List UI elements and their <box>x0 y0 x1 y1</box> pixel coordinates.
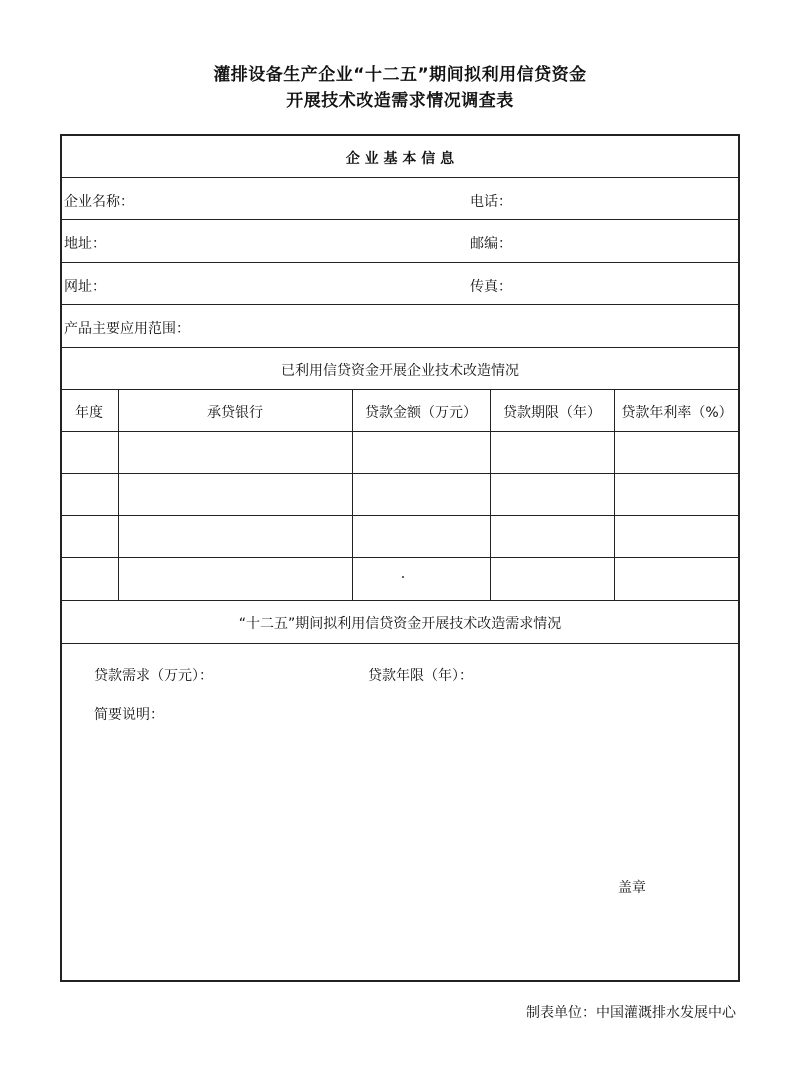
row-divider <box>60 473 740 474</box>
column-header-loan-term: 贷款期限（年） <box>503 405 601 421</box>
seal-label: 盖章 <box>618 880 646 896</box>
row-divider <box>60 262 740 263</box>
row-divider <box>60 600 740 601</box>
fax-label: 传真： <box>470 279 512 295</box>
used-credit-section-title: 已利用信贷资金开展企业技术改造情况 <box>281 363 519 379</box>
phone-label: 电话： <box>470 194 512 210</box>
row-divider <box>60 515 740 516</box>
basic-info-section-title: 企 业 基 本 信 息 <box>345 151 455 167</box>
address-label: 地址： <box>64 236 106 252</box>
document-title-line1: 灌排设备生产企业“十二五”期间拟利用信贷资金 <box>213 65 587 85</box>
row-divider <box>60 431 740 432</box>
column-header-bank: 承贷银行 <box>207 405 263 421</box>
website-label: 网址： <box>64 279 106 295</box>
description-label: 简要说明： <box>94 707 164 723</box>
scan-speck <box>402 576 404 578</box>
row-divider <box>60 304 740 305</box>
loan-term-label: 贷款年限（年）： <box>368 668 473 684</box>
form-maker-footer: 制表单位：中国灌溉排水发展中心 <box>526 1005 736 1021</box>
row-divider <box>60 219 740 220</box>
column-header-loan-amount: 贷款金额（万元） <box>365 405 477 421</box>
row-divider <box>60 347 740 348</box>
planned-credit-section-title: “十二五”期间拟利用信贷资金开展技术改造需求情况 <box>238 616 562 632</box>
document-title-line2: 开展技术改造需求情况调查表 <box>286 91 514 111</box>
row-divider <box>60 389 740 390</box>
row-divider <box>60 643 740 644</box>
company-name-label: 企业名称： <box>64 194 134 210</box>
postcode-label: 邮编： <box>470 236 512 252</box>
column-header-year: 年度 <box>75 405 103 421</box>
row-divider <box>60 557 740 558</box>
row-divider <box>60 177 740 178</box>
product-scope-label: 产品主要应用范围： <box>64 321 190 337</box>
column-header-interest-rate: 贷款年利率（%） <box>621 405 733 421</box>
loan-demand-label: 贷款需求（万元）： <box>94 668 213 684</box>
